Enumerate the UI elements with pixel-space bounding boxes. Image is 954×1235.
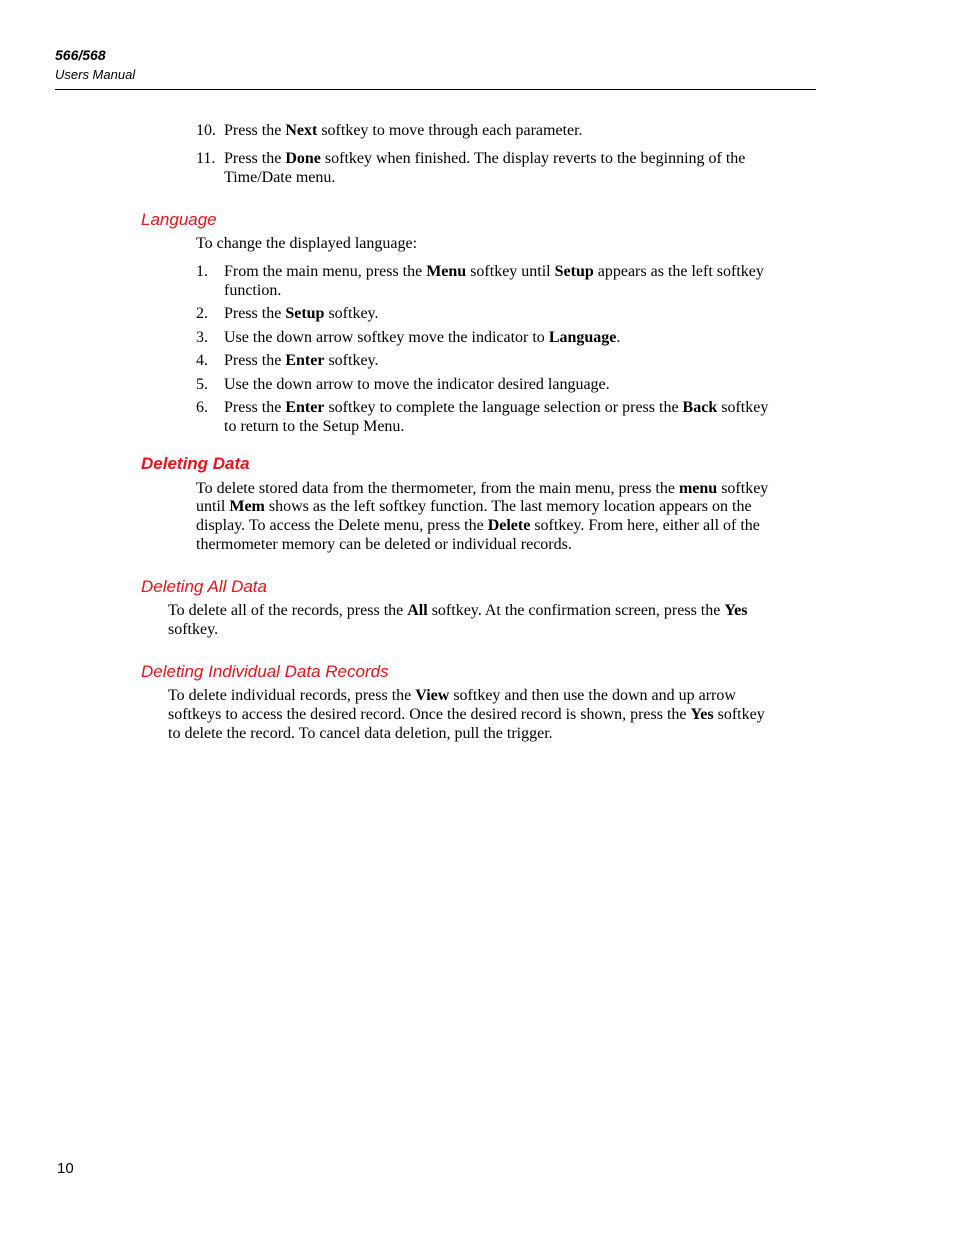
section-heading-deleting-data: Deleting Data [141,454,250,473]
keyword: Delete [487,517,531,534]
step-text: Press the Enter softkey. [224,352,379,369]
keyword: Enter [285,352,325,369]
keyword: Menu [426,263,467,280]
step-number: 1. [196,263,208,280]
keyword: Next [285,122,318,139]
keyword: Enter [285,399,325,416]
step-number: 3. [196,329,208,346]
keyword: Yes [690,706,714,723]
keyword: Done [285,150,321,167]
step-text: Use the down arrow softkey move the indicator to Language. [224,329,621,346]
step-number: 6. [196,399,208,416]
paragraph-line: To delete individual records, press the View softkey and then use the down and up arrow [168,687,736,704]
step-text: Time/Date menu. [224,169,336,186]
section-heading-language: Language [141,210,217,229]
step-number: 11. [196,150,216,167]
paragraph-line: softkey. [168,621,219,638]
keyword: View [415,687,450,704]
step-text: Press the Enter softkey to complete the language selection or press the Back softkey [224,399,769,416]
page-header [55,46,816,90]
step-number: 4. [196,352,208,369]
section-heading-deleting-all-data: Deleting All Data [141,577,267,596]
paragraph-line: thermometer memory can be deleted or individual records. [196,536,572,553]
paragraph-line: softkeys to access the desired record. Once the desired record is shown, press the Yes softkey [168,706,765,723]
step-text: Press the Setup softkey. [224,305,379,322]
keyword: menu [678,480,718,497]
step-text: From the main menu, press the Menu softkey until Setup appears as the left softkey [224,263,764,280]
keyword: All [407,602,428,619]
model-number: 566/568 [55,47,106,63]
step-text: Press the Next softkey to move through each parameter. [224,122,583,139]
step-number: 5. [196,376,208,393]
step-text: to return to the Setup Menu. [224,418,405,435]
paragraph-line: To delete stored data from the thermometer, from the main menu, press the menu softkey [196,480,769,497]
manual-title: Users Manual [55,67,136,82]
section-heading-deleting-individual: Deleting Individual Data Records [141,662,389,681]
paragraph-line: display. To access the Delete menu, press the Delete softkey. From here, either all of the [196,517,760,534]
paragraph-line: to delete the record. To cancel data deletion, pull the trigger. [168,725,553,742]
keyword: Back [682,399,718,416]
keyword: Yes [724,602,748,619]
page-number: 10 [57,1160,74,1177]
step-number: 10. [196,122,216,139]
step-text: Use the down arrow to move the indicator desired language. [224,376,610,393]
section-intro: To change the displayed language: [196,235,418,252]
step-number: 2. [196,305,208,322]
step-text: Press the Done softkey when finished. The display reverts to the beginning of the [224,150,746,167]
keyword: Setup [554,263,594,280]
paragraph-line: until Mem shows as the left softkey function. The last memory location appears on the [196,498,752,515]
step-text: function. [224,282,282,299]
keyword: Setup [285,305,325,322]
keyword: Language [548,329,617,346]
keyword: Mem [229,498,265,515]
paragraph-line: To delete all of the records, press the All softkey. At the confirmation screen, press the Yes [168,602,748,619]
